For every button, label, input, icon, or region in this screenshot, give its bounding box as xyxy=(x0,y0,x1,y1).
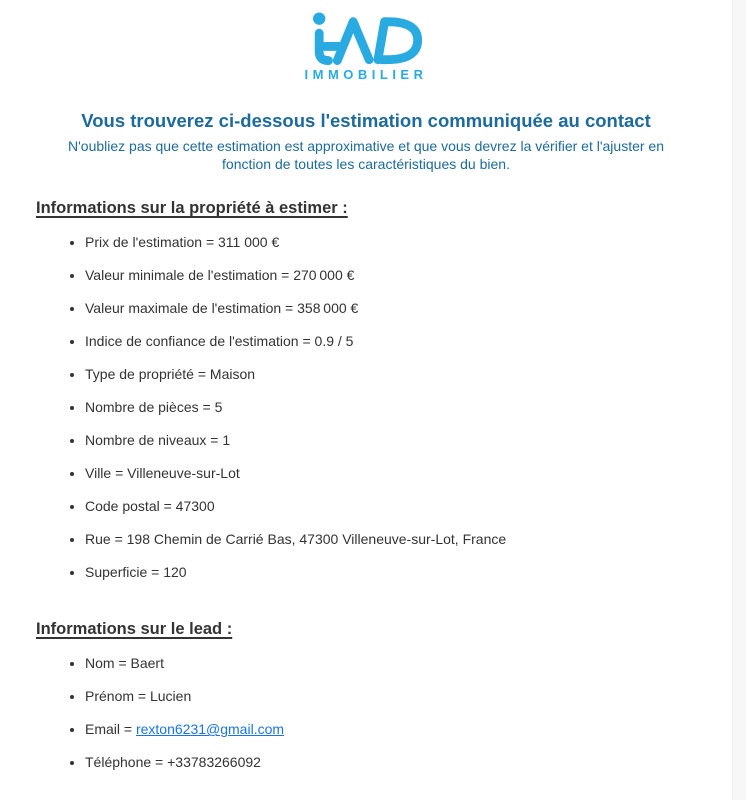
page-subtitle: N'oubliez pas que cette estimation est approximative et que vous devrez la vérifier et l'ajuster en fonction de toutes les caractéristiques du bien. xyxy=(68,138,664,173)
brand-logo xyxy=(36,10,696,82)
list-item: • Email = rexton6231@gmail.com xyxy=(85,719,696,739)
list-item: • Valeur maximale de l'estimation = 358 000 € xyxy=(85,298,696,318)
property-section-heading: Informations sur la propriété à estimer : xyxy=(36,199,348,218)
list-item: • Valeur minimale de l'estimation = 270 000 € xyxy=(85,265,696,285)
window-edge-background xyxy=(732,0,746,800)
brand-logo-tagline: IMMOBILIER xyxy=(304,67,428,82)
list-item: • Prix de l'estimation = 311 000 € xyxy=(85,232,696,252)
iad-logo-icon xyxy=(307,12,425,65)
list-item: • Nombre de pièces = 5 xyxy=(85,397,696,417)
list-item: • Superficie = 120 xyxy=(85,562,696,582)
list-item: • Rue = 198 Chemin de Carrié Bas, 47300 Villeneuve-sur-Lot, France xyxy=(85,529,696,549)
list-item: • Nombre de niveaux = 1 xyxy=(85,430,696,450)
list-item: • Ville = Villeneuve-sur-Lot xyxy=(85,463,696,483)
page-title: Vous trouverez ci-dessous l'estimation communiquée au contact xyxy=(81,110,651,131)
section-property xyxy=(36,199,696,582)
list-item: • Code postal = 47300 xyxy=(85,496,696,516)
list-item: • Indice de confiance de l'estimation = 0.9 / 5 xyxy=(85,331,696,351)
email-link[interactable]: rexton6231@gmail.com xyxy=(135,721,285,738)
section-lead xyxy=(36,620,696,772)
list-item: • Nom = Baert xyxy=(85,653,696,673)
property-info-list xyxy=(36,232,696,582)
list-item: • Type de propriété = Maison xyxy=(85,364,696,384)
list-item: • Téléphone = +33783266092 xyxy=(85,752,696,772)
lead-section-heading: Informations sur le lead : xyxy=(36,620,233,639)
list-item: • Prénom = Lucien xyxy=(85,686,696,706)
lead-info-list xyxy=(36,653,696,772)
